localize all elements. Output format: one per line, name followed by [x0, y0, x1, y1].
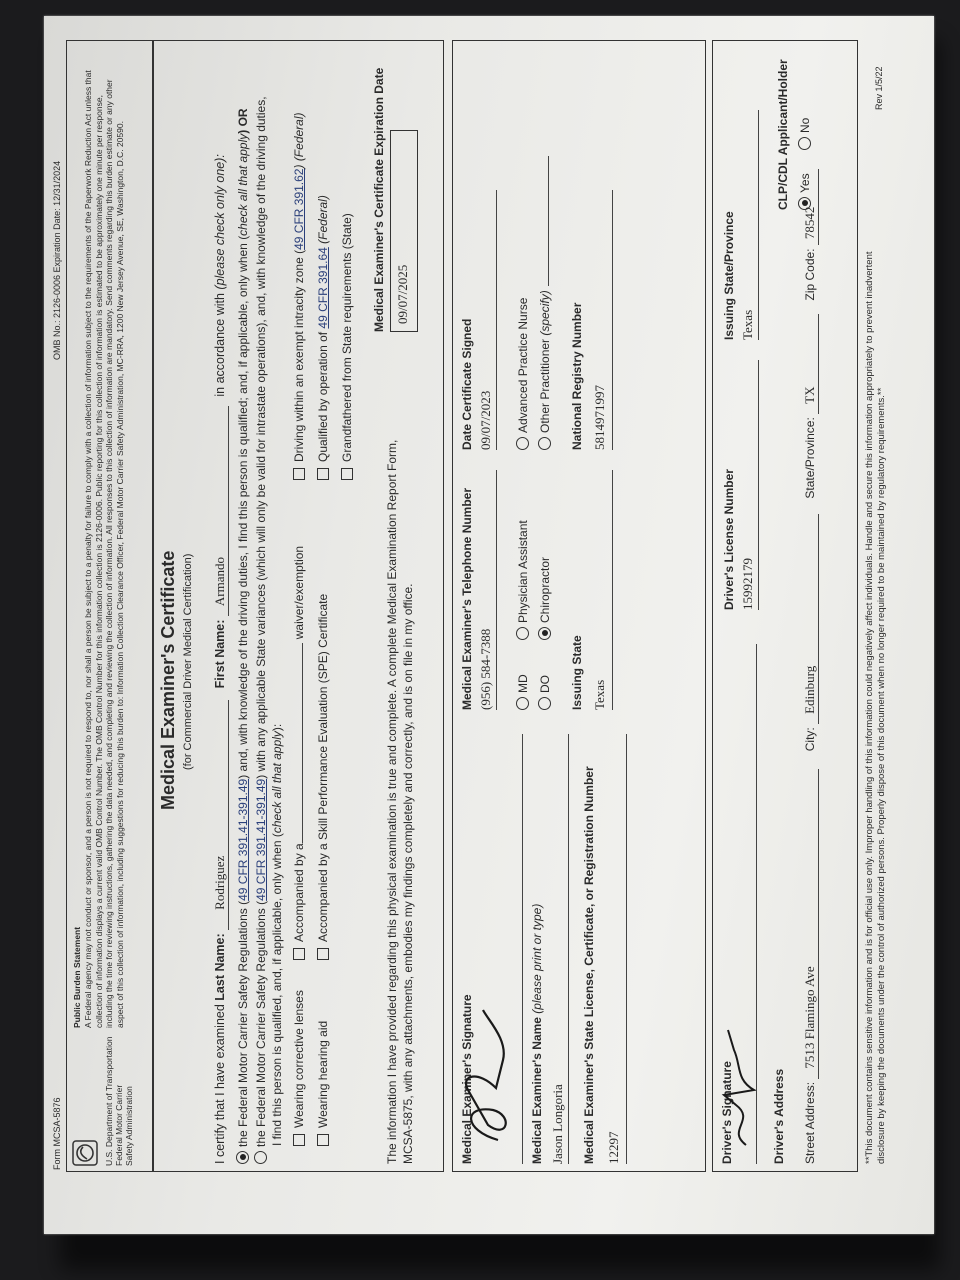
- dl-state-label: Issuing State/Province: [722, 211, 736, 340]
- hearing-aid[interactable]: Wearing hearing aid: [316, 1021, 330, 1146]
- qualified-checkbox[interactable]: [317, 468, 329, 480]
- examiner-phone-label: Medical Examiner's Telephone Number: [460, 487, 474, 710]
- cred-chiro[interactable]: Chiropractor: [538, 557, 552, 640]
- dl-label: Driver's License Number: [722, 469, 736, 610]
- hearing-aid-checkbox[interactable]: [317, 1134, 329, 1146]
- option-1[interactable]: the Federal Motor Carrier Safety Regulations (49 CFR 391.41-391.49) and, with knowledge of the driving duties, I find this person is qualified; and, if applicable, only when (check all that apply) OR: [236, 108, 250, 1164]
- omb-number: OMB No.: 2126-0006 Expiration Date: 12/31/2024: [52, 160, 62, 360]
- accompanied-spe[interactable]: Accompanied by a Skill Performance Evaluation (SPE) Certificate: [316, 594, 330, 960]
- street-value: 7513 Flamingo Ave: [802, 769, 819, 1079]
- examiner-name-value: Jason Longoria: [550, 1084, 565, 1164]
- examiner-name-label: Medical Examiner's Name (please print or type): [530, 903, 544, 1164]
- registry-value: 5814971997: [592, 385, 607, 450]
- agency-name: U.S. Department of Transportation Federal Motor Carrier Safety Administration: [104, 1036, 134, 1166]
- footer-notice: **This document contains sensitive information and is for official use only. Improper handling of this information could negatively affect individuals. Handle and secure this information appropriately to prevent inadvertent disclosure by keeping the documents under the control of authorized persons. Properly dispose of this document when no longer required to be maintained by regulatory requirements.**: [864, 251, 887, 1164]
- option-2-line2: I find this person is qualified, and, if applicable, only when (check all that apply):: [270, 723, 284, 1146]
- license-label: Medical Examiner's State License, Certificate, or Registration Number: [582, 766, 596, 1164]
- clp-no-radio[interactable]: [798, 137, 811, 150]
- qualified-operation[interactable]: Qualified by operation of 49 CFR 391.64 (Federal): [316, 195, 330, 480]
- zip-value: 78542: [802, 169, 819, 245]
- other-radio[interactable]: [538, 437, 551, 450]
- do-radio[interactable]: [538, 697, 551, 710]
- option-1-radio[interactable]: [236, 1151, 249, 1164]
- revision: Rev 1/5/22: [874, 66, 884, 110]
- clp-label: CLP/CDL Applicant/Holder: [776, 59, 790, 210]
- date-signed-value: 09/07/2023: [478, 390, 493, 450]
- cred-other[interactable]: Other Practitioner (specify): [538, 156, 552, 450]
- cred-md[interactable]: MD: [516, 674, 530, 710]
- clp-no[interactable]: No: [798, 118, 812, 150]
- examiner-phone-value: (956) 584-7388: [478, 628, 493, 710]
- spe-checkbox[interactable]: [317, 948, 329, 960]
- state-value: TX: [802, 314, 819, 414]
- issuing-state-label: Issuing State: [570, 635, 584, 710]
- certificate-subtitle: (for Commercial Driver Medical Certification): [182, 553, 194, 770]
- burden-title: Public Burden Statement: [72, 926, 82, 1028]
- driver-address-label: Driver's Address: [772, 1068, 786, 1164]
- street-address: Street Address: 7513 Flamingo Ave City: Edinburg State/Province: TX Zip Code: 78542: [802, 169, 819, 1164]
- date-signed-label: Date Certificate Signed: [460, 318, 474, 450]
- cred-apn[interactable]: Advanced Practice Nurse: [516, 298, 530, 450]
- dot-logo-icon: [72, 1140, 101, 1166]
- city-value: Edinburg: [802, 514, 819, 724]
- dl-value: 15992179: [740, 558, 755, 610]
- issuing-state-value: Texas: [592, 679, 607, 710]
- registry-label: National Registry Number: [570, 302, 584, 450]
- examiner-signature-label: Medical Examiner's Signature: [460, 994, 474, 1164]
- chiropractor-radio[interactable]: [538, 627, 551, 640]
- cred-do[interactable]: DO: [538, 675, 552, 710]
- form-id: Form MCSA-5876: [52, 1097, 62, 1170]
- exempt-zone-checkbox[interactable]: [293, 468, 305, 480]
- md-radio[interactable]: [516, 697, 529, 710]
- examiner-statement: The information I have provided regarding this physical examination is true and complete. A complete Medical Examination Report Form, MCSA-5875, with any attachments, embodies my findings completely and correctly, and is on file in my office.: [385, 439, 415, 1164]
- last-name-value: Rodriguez: [212, 700, 229, 930]
- option-2[interactable]: the Federal Motor Carrier Safety Regulations (49 CFR 391.41-391.49) with any applicable State variances (which will only be valid for intrastate operations), and, with knowledge of the driving duties,: [254, 96, 268, 1164]
- pa-radio[interactable]: [516, 627, 529, 640]
- medical-examiner-certificate-form: [32, 10, 892, 1210]
- driver-signature-ink: [716, 1020, 767, 1150]
- burden-text: A Federal agency may not conduct or sponsor, and a person is not required to respond to, nor shall a person be subject to a penalty for failure to comply with a collection of information subject to the requirements of the Paperwork Reduction Act unless that collection of information displays a current valid OMB Control Number. The OMB Control Number for this information collection is 2126-0006. Public reporting for this collection of information is estimated to be approximately one minute per response, including the time for reviewing instructions, gathering the data needed, and completing and reviewing the collection of information. All responses to this collection of information are mandatory. Send comments regarding this burden estimate or any other aspect of this collection of information, including suggestions for reducing this burden to: Information Collection Clearance Officer, Federal Motor Carrier Safety Administration, MC-RRA, 1200 New Jersey Avenue, SE, Washington, D.C. 20590.: [83, 70, 125, 1028]
- expiration-value: 09/07/2025: [395, 264, 410, 324]
- grandfathered-checkbox[interactable]: [341, 468, 353, 480]
- certificate-title: Medical Examiner's Certificate: [158, 550, 178, 810]
- clp-yes[interactable]: Yes: [798, 173, 812, 210]
- accompanied-waiver[interactable]: Accompanied by awaiver/exemption: [292, 546, 306, 960]
- driver-signature-label: Driver's Signature: [720, 1061, 734, 1164]
- expiration-label: Medical Examiner's Certificate Expiration Date: [372, 67, 386, 332]
- first-name-value: Armando: [212, 406, 229, 616]
- examiner-signature-ink: [458, 1000, 521, 1150]
- cred-pa[interactable]: Physician Assistant: [516, 520, 530, 640]
- license-value: 12297: [606, 1131, 621, 1164]
- exempt-zone[interactable]: Driving within an exempt intracity zone (49 CFR 391.62) (Federal): [292, 113, 306, 481]
- option-2-radio[interactable]: [254, 1151, 267, 1164]
- clp-yes-radio[interactable]: [798, 197, 811, 210]
- dl-state-value: Texas: [740, 309, 755, 340]
- apn-radio[interactable]: [516, 437, 529, 450]
- corrective-lenses[interactable]: Wearing corrective lenses: [292, 990, 306, 1146]
- certify-line: I certify that I have examined Last Name: Rodriguez First Name: Armando in accordance with (please check only one):: [212, 154, 227, 1164]
- corrective-lenses-checkbox[interactable]: [293, 1134, 305, 1146]
- grandfathered[interactable]: Grandfathered from State requirements (State): [340, 213, 354, 480]
- waiver-checkbox[interactable]: [293, 948, 305, 960]
